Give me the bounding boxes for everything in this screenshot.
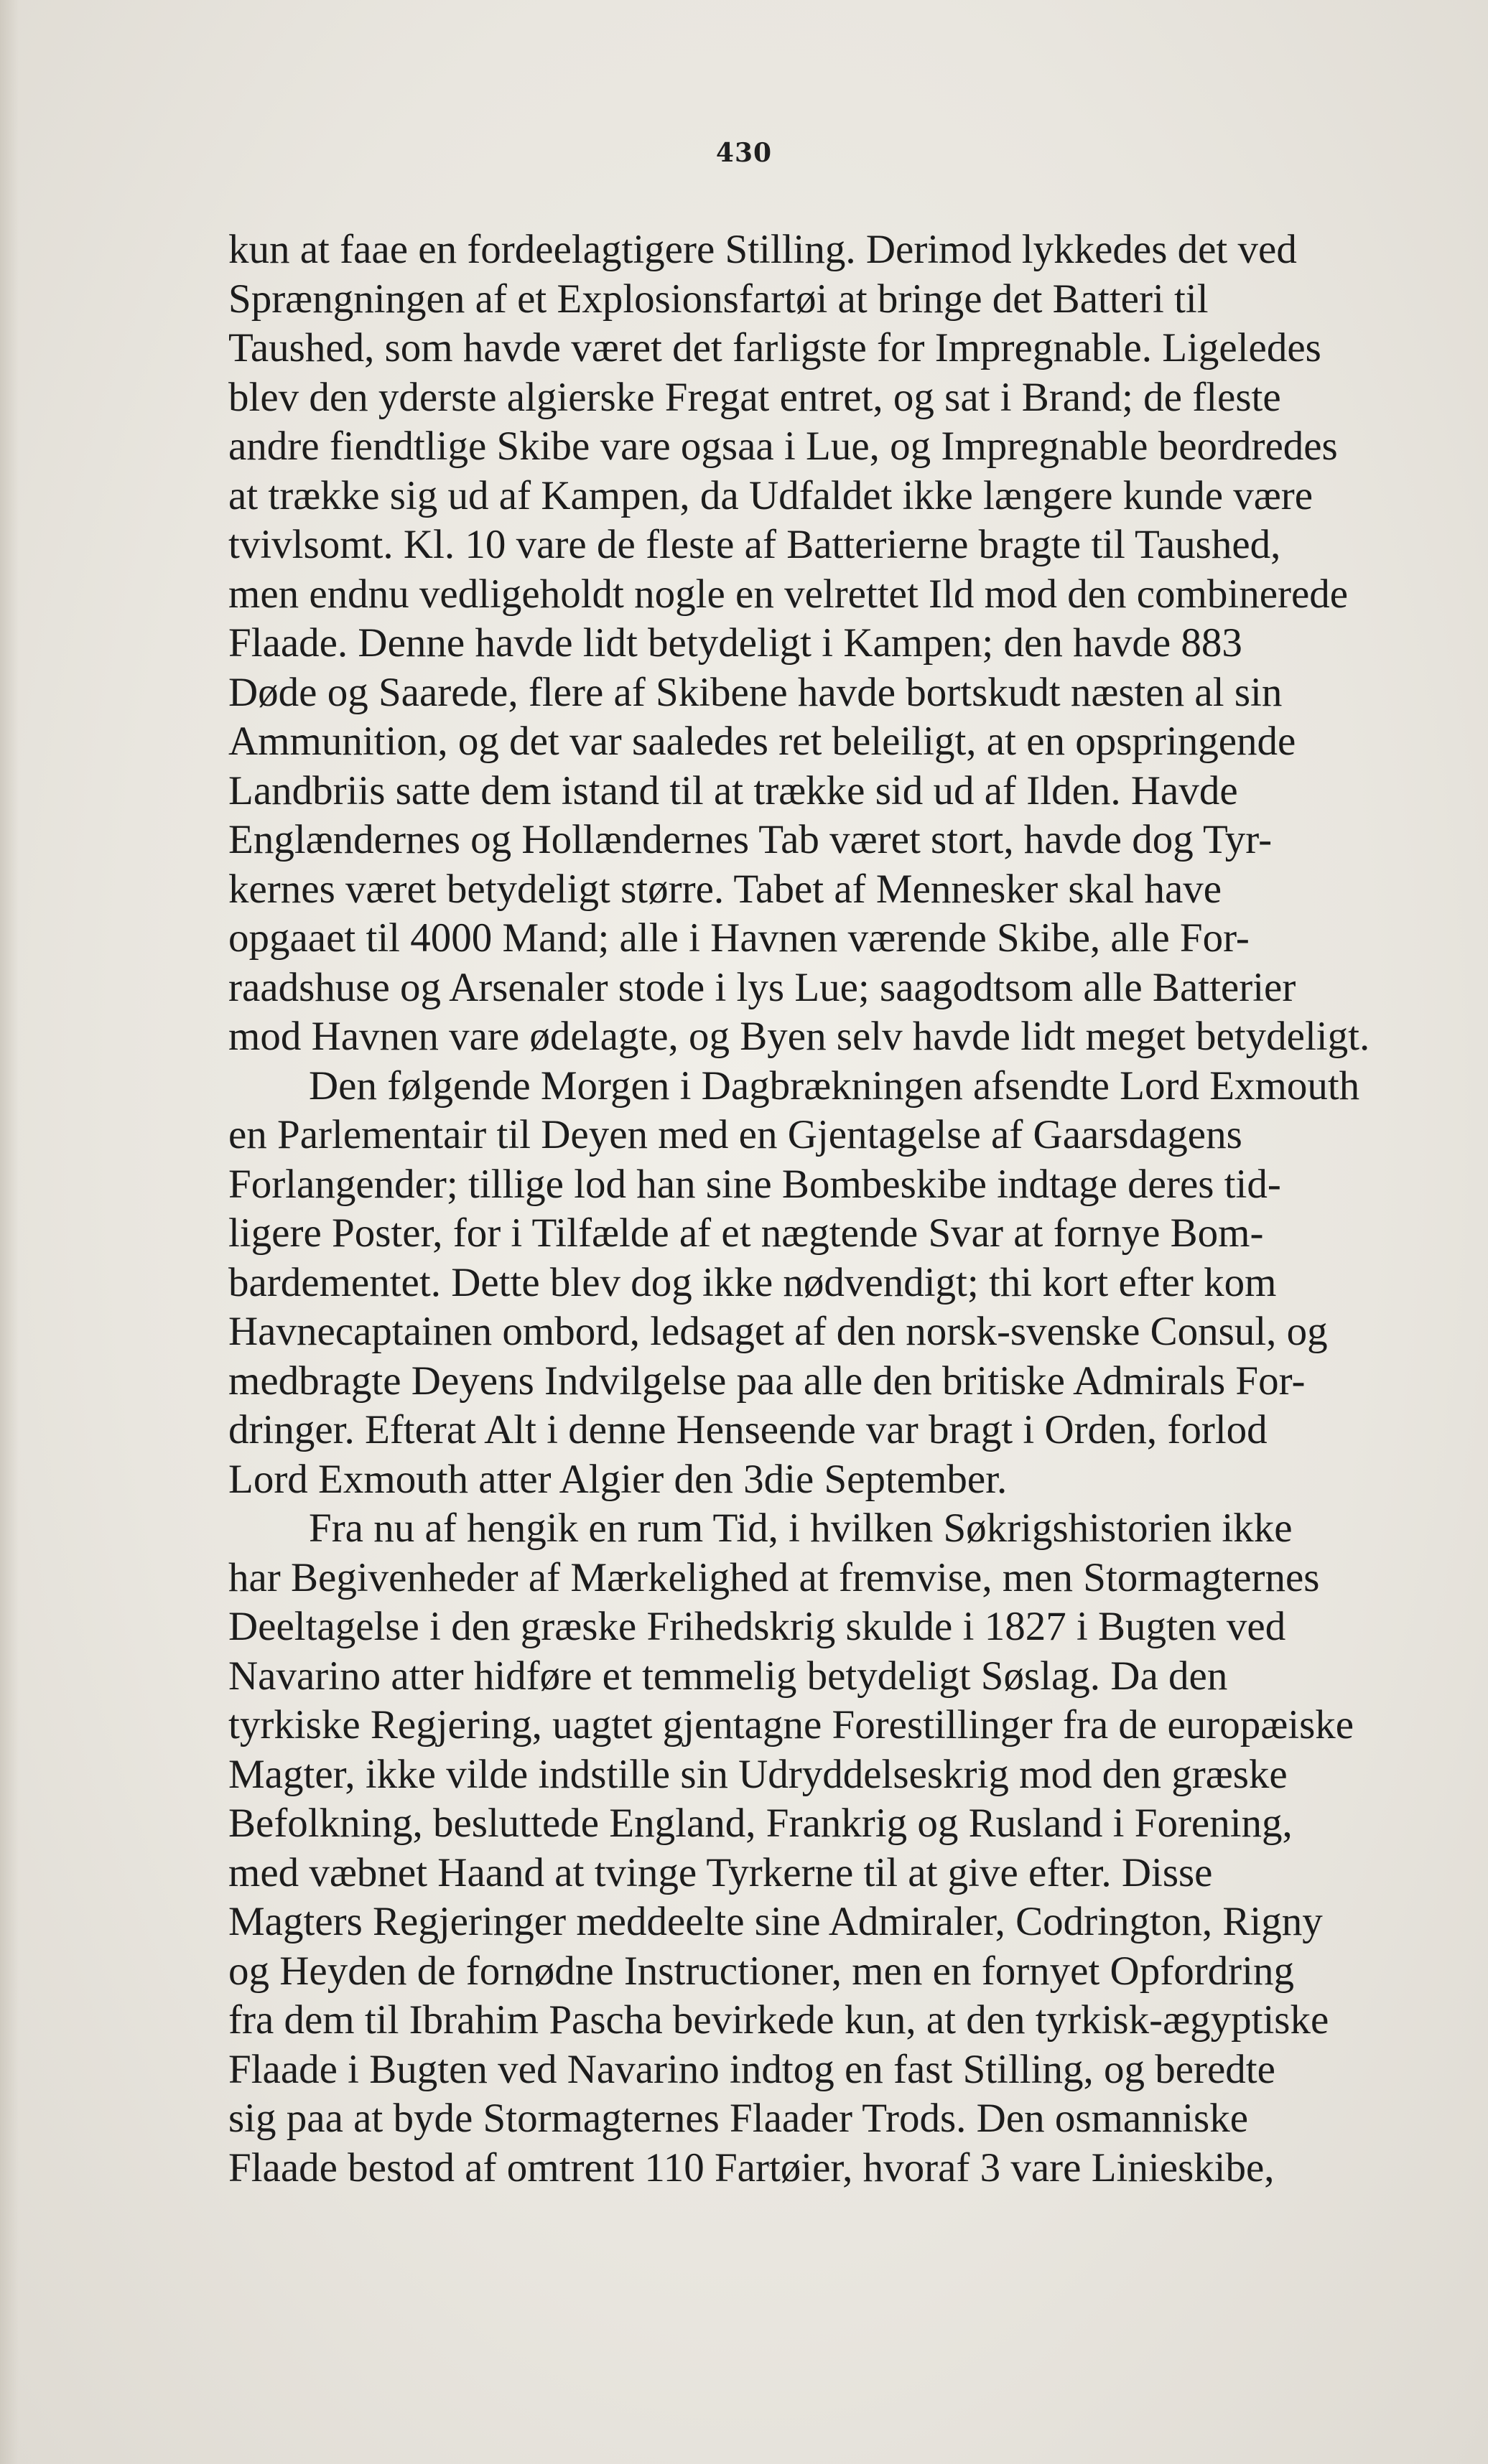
text-line: Navarino atter hidføre et temmelig betydeligt Søslag. Da den xyxy=(228,1653,1228,1699)
text-line: Fra nu af hengik en rum Tid, i hvilken Søkrigshistorien ikke xyxy=(309,1506,1293,1551)
page-edge-shadow xyxy=(0,0,19,2464)
text-line: Magter, ikke vilde indstille sin Udryddelseskrig mod den græske xyxy=(228,1751,1288,1797)
text-line: medbragte Deyens Indvilgelse paa alle den britiske Admirals For- xyxy=(228,1358,1306,1404)
text-line: med væbnet Haand at tvinge Tyrkerne til at give efter. Disse xyxy=(228,1849,1213,1895)
text-line: dringer. Efterat Alt i denne Henseende var bragt i Orden, forlod xyxy=(228,1407,1268,1452)
text-line: fra dem til Ibrahim Pascha bevirkede kun, at den tyrkisk-ægyptiske xyxy=(228,1997,1329,2043)
text-line: bardementet. Dette blev dog ikke nødvendigt; thi kort efter kom xyxy=(228,1259,1277,1305)
text-line: ligere Poster, for i Tilfælde af et nægtende Svar at fornye Bom- xyxy=(228,1210,1264,1256)
page-number: 430 xyxy=(715,138,773,168)
text-line: mod Havnen vare ødelagte, og Byen selv havde lidt meget betydeligt. xyxy=(228,1014,1370,1059)
paragraph xyxy=(228,225,1395,1062)
text-line: tvivlsomt. Kl. 10 vare de fleste af Batterierne bragte til Taushed, xyxy=(228,522,1281,567)
text-line: Deeltagelse i den græske Frihedskrig skulde i 1827 i Bugten ved xyxy=(228,1604,1286,1649)
paragraph xyxy=(228,1504,1395,2193)
text-line: Lord Exmouth atter Algier den 3die September. xyxy=(228,1456,1008,1502)
text-line: Flaade i Bugten ved Navarino indtog en fast Stilling, og beredte xyxy=(228,2046,1275,2092)
text-line: har Begivenheder af Mærkelighed at fremvise, men Stormagternes xyxy=(228,1554,1320,1600)
paragraph xyxy=(228,1062,1395,1505)
text-line: Landbriis satte dem istand til at trække sid ud af Ilden. Havde xyxy=(228,767,1238,813)
text-line: opgaaet til 4000 Mand; alle i Havnen værende Skibe, alle For- xyxy=(228,915,1250,961)
text-line: tyrkiske Regjering, uagtet gjentagne Forestillinger fra de europæiske xyxy=(228,1702,1354,1747)
text-line: Ammunition, og det var saaledes ret beleiligt, at en opspringende xyxy=(228,719,1296,764)
text-line: Magters Regjeringer meddeelte sine Admiraler, Codrington, Rigny xyxy=(228,1899,1323,1944)
text-line: Flaade bestod af omtrent 110 Fartøier, hvoraf 3 vare Linieskibe, xyxy=(228,2145,1275,2190)
text-line: Forlangender; tillige lod han sine Bombeskibe indtage deres tid- xyxy=(228,1161,1281,1207)
text-line: sig paa at byde Stormagternes Flaader Trods. Den osmanniske xyxy=(228,2096,1249,2141)
text-line: Døde og Saarede, flere af Skibene havde bortskudt næsten al sin xyxy=(228,669,1283,715)
text-line: kun at faae en fordeelagtigere Stilling. Derimod lykkedes det ved xyxy=(228,227,1297,272)
text-line: kernes været betydeligt større. Tabet af Mennesker skal have xyxy=(228,866,1222,912)
text-line: blev den yderste algierske Fregat entret, og sat i Brand; de fleste xyxy=(228,374,1281,420)
text-line: Flaade. Denne havde lidt betydeligt i Kampen; den havde 883 xyxy=(228,620,1242,666)
text-line: raadshuse og Arsenaler stode i lys Lue; saagodtsom alle Batterier xyxy=(228,964,1296,1010)
text-line: men endnu vedligeholdt nogle en velrettet Ild mod den combinerede xyxy=(228,571,1349,617)
text-line: Sprængningen af et Explosionsfartøi at bringe det Batteri til xyxy=(228,276,1209,322)
text-line: en Parlementair til Deyen med en Gjentagelse af Gaarsdagens xyxy=(228,1112,1242,1157)
text-line: at trække sig ud af Kampen, da Udfaldet ikke længere kunde være xyxy=(228,472,1313,518)
body-text xyxy=(228,225,1395,2193)
text-line: Befolkning, besluttede England, Frankrig og Rusland i Forening, xyxy=(228,1801,1293,1846)
text-line: Englændernes og Hollændernes Tab været stort, havde dog Tyr- xyxy=(228,817,1273,862)
text-line: Taushed, som havde været det farligste for Impregnable. Ligeledes xyxy=(228,325,1321,370)
text-line: og Heyden de fornødne Instructioner, men en fornyet Opfordring xyxy=(228,1948,1295,1994)
text-line: Havnecaptainen ombord, ledsaget af den norsk-svenske Consul, og xyxy=(228,1309,1328,1354)
text-line: Den følgende Morgen i Dagbrækningen afsendte Lord Exmouth xyxy=(309,1063,1360,1109)
text-line: andre fiendtlige Skibe vare ogsaa i Lue, og Impregnable beordredes xyxy=(228,424,1338,469)
